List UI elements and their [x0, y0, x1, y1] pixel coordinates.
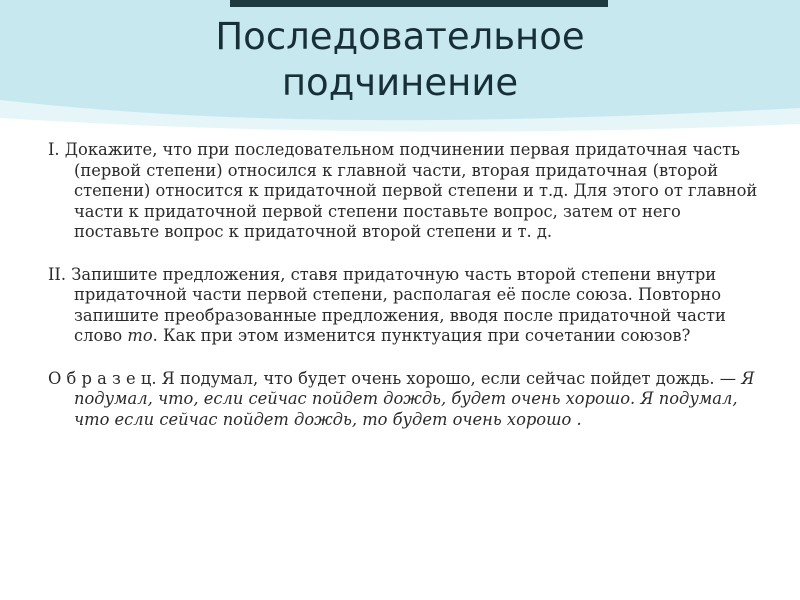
- slide-header: [0, 0, 800, 132]
- slide-title-line-1: Последовательное: [215, 15, 585, 58]
- paragraph-task-2: [48, 265, 768, 347]
- paragraph-task-2-italic-word: то: [127, 326, 153, 345]
- paragraph-task-2-number: II.: [48, 264, 72, 284]
- header-accent-bar: [230, 0, 608, 7]
- paragraph-task-2-text-after: . Как при этом изменится пунктуация при сочетании союзов?: [152, 326, 691, 345]
- paragraph-example-text: Я подумал, что будет очень хорошо, если сейчас пойдет дождь. —: [161, 368, 742, 388]
- slide-body: [48, 140, 768, 452]
- paragraph-task-1-number: I.: [48, 140, 65, 159]
- paragraph-example: [48, 369, 768, 431]
- slide-title-line-2: подчинение: [281, 61, 519, 104]
- paragraph-example-label: О б р а з е ц.: [48, 368, 162, 388]
- paragraph-example-italic-text: Я подумал, что, если сейчас пойдет дождь, будет очень хорошо. Я подумал, что если сейчас пойдет дождь, то будет очень хорошо .: [74, 368, 755, 429]
- paragraph-task-1: [48, 140, 768, 243]
- paragraph-task-2-text-before: Запишите предложения, ставя придаточную часть второй степени внутри придаточной части первой степени, располагая её после союза. Повторно запишите преобразованные предложения, вводя после придаточной части слово: [71, 264, 726, 345]
- paragraph-task-1-text: Докажите, что при последовательном подчинении первая придаточная часть (первой степени) относился к главной части, вторая придаточная (второй степени) относится к придаточной первой степени и т.д. Для этого от главной части к придаточной первой степени поставьте вопрос, затем от него поставьте вопрос к придаточной второй степени и т. д.: [64, 140, 758, 241]
- slide-title: [0, 14, 800, 106]
